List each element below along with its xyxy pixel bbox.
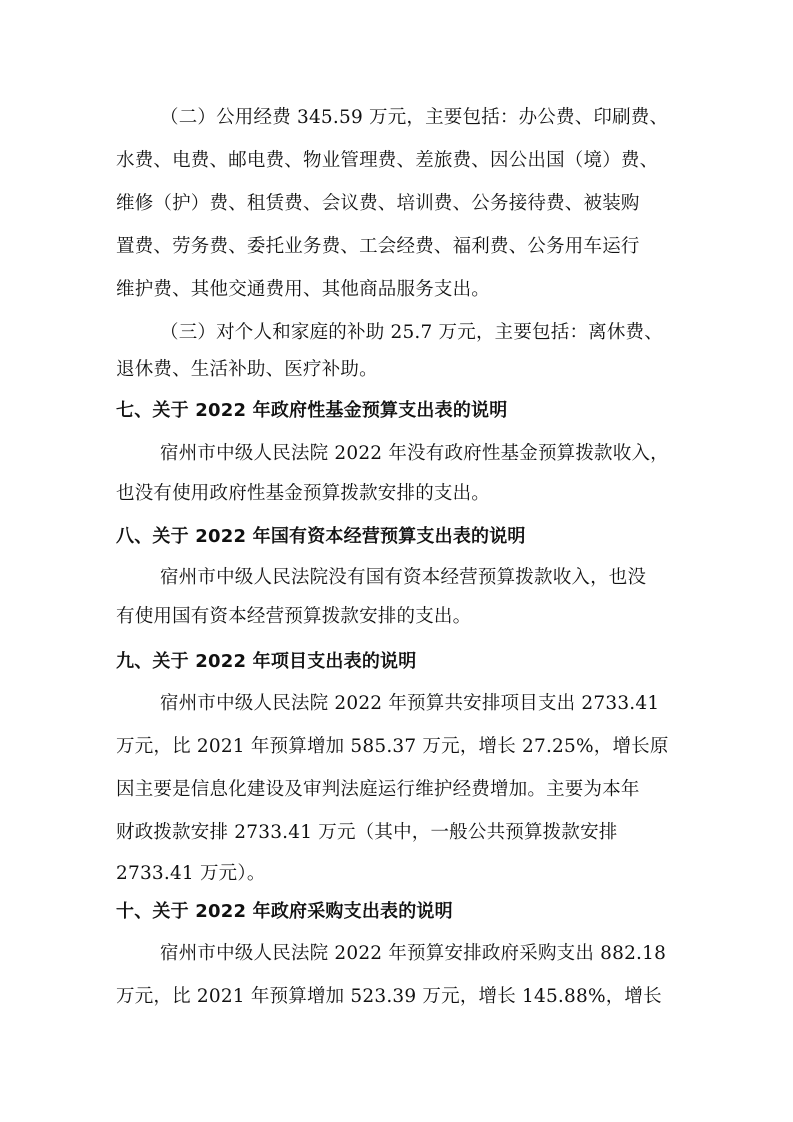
section-heading: 八、关于 2022 年国有资本经营预算支出表的说明 [116, 526, 526, 547]
paragraph-line: 退休费、生活补助、医疗补助。 [116, 359, 378, 380]
paragraph-line: 财政拨款安排 2733.41 万元（其中，一般公共预算拨款安排 [116, 822, 618, 843]
paragraph-line: 因主要是信息化建设及审判法庭运行维护经费增加。主要为本年 [116, 779, 640, 800]
paragraph-line: 维修（护）费、租赁费、会议费、培训费、公务接待费、被装购 [116, 193, 640, 214]
paragraph-line: 维护费、其他交通费用、其他商品服务支出。 [116, 279, 491, 300]
paragraph-line: 也没有使用政府性基金预算拨款安排的支出。 [116, 483, 491, 504]
paragraph-line: 万元，比 2021 年预算增加 523.39 万元，增长 145.88%，增长 [116, 986, 662, 1007]
section-heading: 九、关于 2022 年项目支出表的说明 [116, 651, 417, 672]
paragraph-line: 宿州市中级人民法院 2022 年预算共安排项目支出 2733.41 [160, 693, 660, 714]
paragraph-line: 水费、电费、邮电费、物业管理费、差旅费、因公出国（境）费、 [116, 150, 659, 171]
section-heading: 七、关于 2022 年政府性基金预算支出表的说明 [116, 400, 508, 421]
paragraph-line: （二）公用经费 345.59 万元，主要包括：办公费、印刷费、 [160, 107, 669, 128]
paragraph-line: 宿州市中级人民法院 2022 年预算安排政府采购支出 882.18 [160, 943, 667, 964]
paragraph-line: 2733.41 万元）。 [116, 863, 266, 884]
section-heading: 十、关于 2022 年政府采购支出表的说明 [116, 901, 453, 922]
paragraph-line: 宿州市中级人民法院 2022 年没有政府性基金预算拨款收入， [160, 443, 669, 464]
paragraph-line: 万元，比 2021 年预算增加 585.37 万元，增长 27.25%，增长原 [116, 736, 669, 757]
paragraph-line: 宿州市中级人民法院没有国有资本经营预算拨款收入，也没 [160, 567, 647, 588]
paragraph-line: 有使用国有资本经营预算拨款安排的支出。 [116, 606, 472, 627]
paragraph-line: 置费、劳务费、委托业务费、工会经费、福利费、公务用车运行 [116, 236, 640, 257]
paragraph-line: （三）对个人和家庭的补助 25.7 万元，主要包括：离休费、 [160, 322, 663, 343]
